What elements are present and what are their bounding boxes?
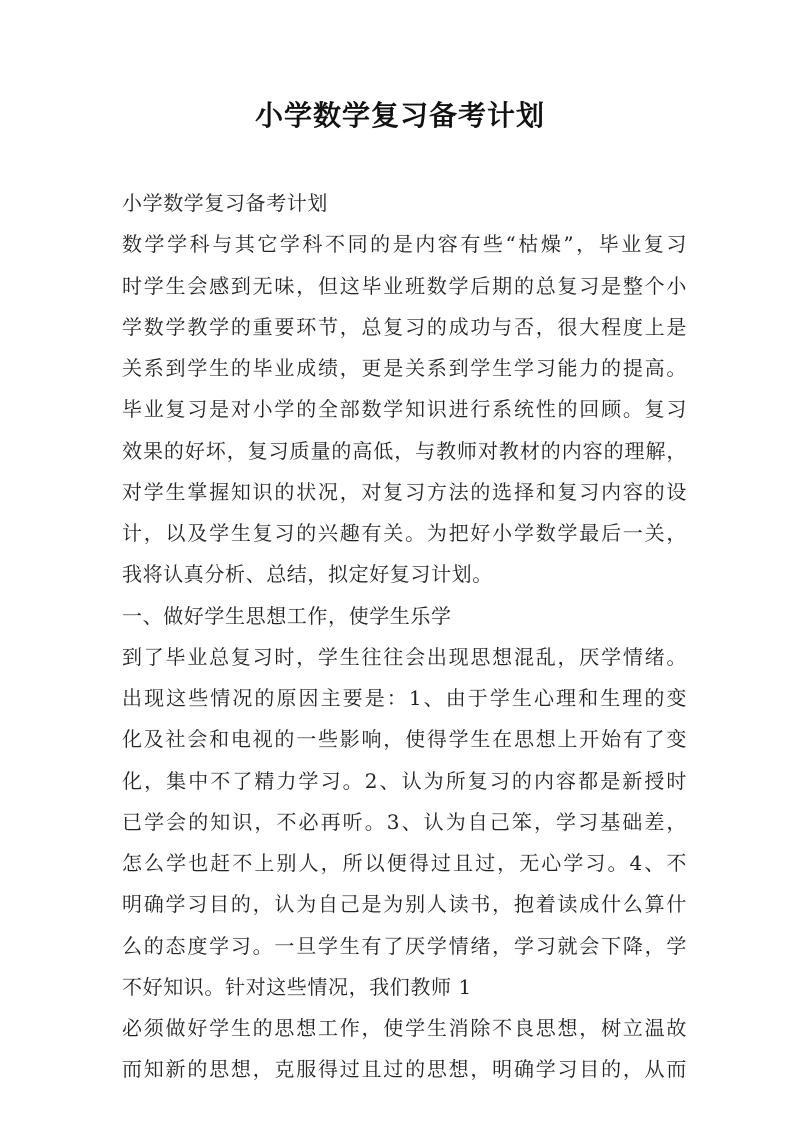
paragraph-line: 化及社会和电视的一些影响，使得学生在思想上开始有了变 (122, 727, 687, 752)
paragraph-line: 毕业复习是对小学的全部数学知识进行系统性的回顾。复习 (122, 397, 687, 422)
paragraph-line: 效果的好坏，复习质量的高低，与教师对教材的内容的理解， (122, 438, 687, 463)
paragraph-line: 小学数学复习备考计划 (122, 191, 328, 215)
paragraph-line: 关系到学生的毕业成绩，更是关系到学生学习能力的提高。 (122, 356, 687, 380)
paragraph-line: 出现这些情况的原因主要是：1、由于学生心理和生理的变 (122, 686, 687, 710)
paragraph-line: 时学生会感到无味，但这毕业班数学后期的总复习是整个小 (122, 273, 687, 298)
paragraph-line: 已学会的知识，不必再听。3、认为自己笨，学习基础差， (122, 809, 687, 834)
paragraph-line: 必须做好学生的思想工作，使学生消除不良思想，树立温故 (122, 1016, 687, 1040)
paragraph-line: 么的态度学习。一旦学生有了厌学情绪，学习就会下降，学 (122, 933, 687, 958)
paragraph-line: 怎么学也赶不上别人，所以便得过且过，无心学习。4、不 (122, 851, 687, 875)
paragraph-line: 明确学习目的，认为自己是为别人读书，抱着读成什么算什 (122, 892, 687, 917)
paragraph-line: 一、做好学生思想工作，使学生乐学 (122, 603, 452, 628)
paragraph-line: 化，集中不了精力学习。2、认为所复习的内容都是新授时 (122, 768, 687, 793)
paragraph-line: 数学学科与其它学科不同的是内容有些“枯燥”，毕业复习 (122, 232, 687, 257)
paragraph-line: 到了毕业总复习时，学生往往会出现思想混乱，厌学情绪。 (122, 644, 687, 669)
paragraph-line: 对学生掌握知识的状况，对复习方法的选择和复习内容的设 (122, 479, 687, 504)
paragraph-line: 不好知识。针对这些情况，我们教师 1 (122, 974, 472, 999)
paragraph-line: 而知新的思想，克服得过且过的思想，明确学习目的，从而 (122, 1057, 687, 1082)
paragraph-line: 计，以及学生复习的兴趣有关。为把好小学数学最后一关， (122, 521, 687, 545)
document-title: 小学数学复习备考计划 (254, 99, 545, 132)
paragraph-line: 我将认真分析、总结，拟定好复习计划。 (122, 562, 493, 587)
paragraph-line: 学数学教学的重要环节，总复习的成功与否，很大程度上是 (122, 314, 687, 339)
document-body (122, 183, 687, 1091)
